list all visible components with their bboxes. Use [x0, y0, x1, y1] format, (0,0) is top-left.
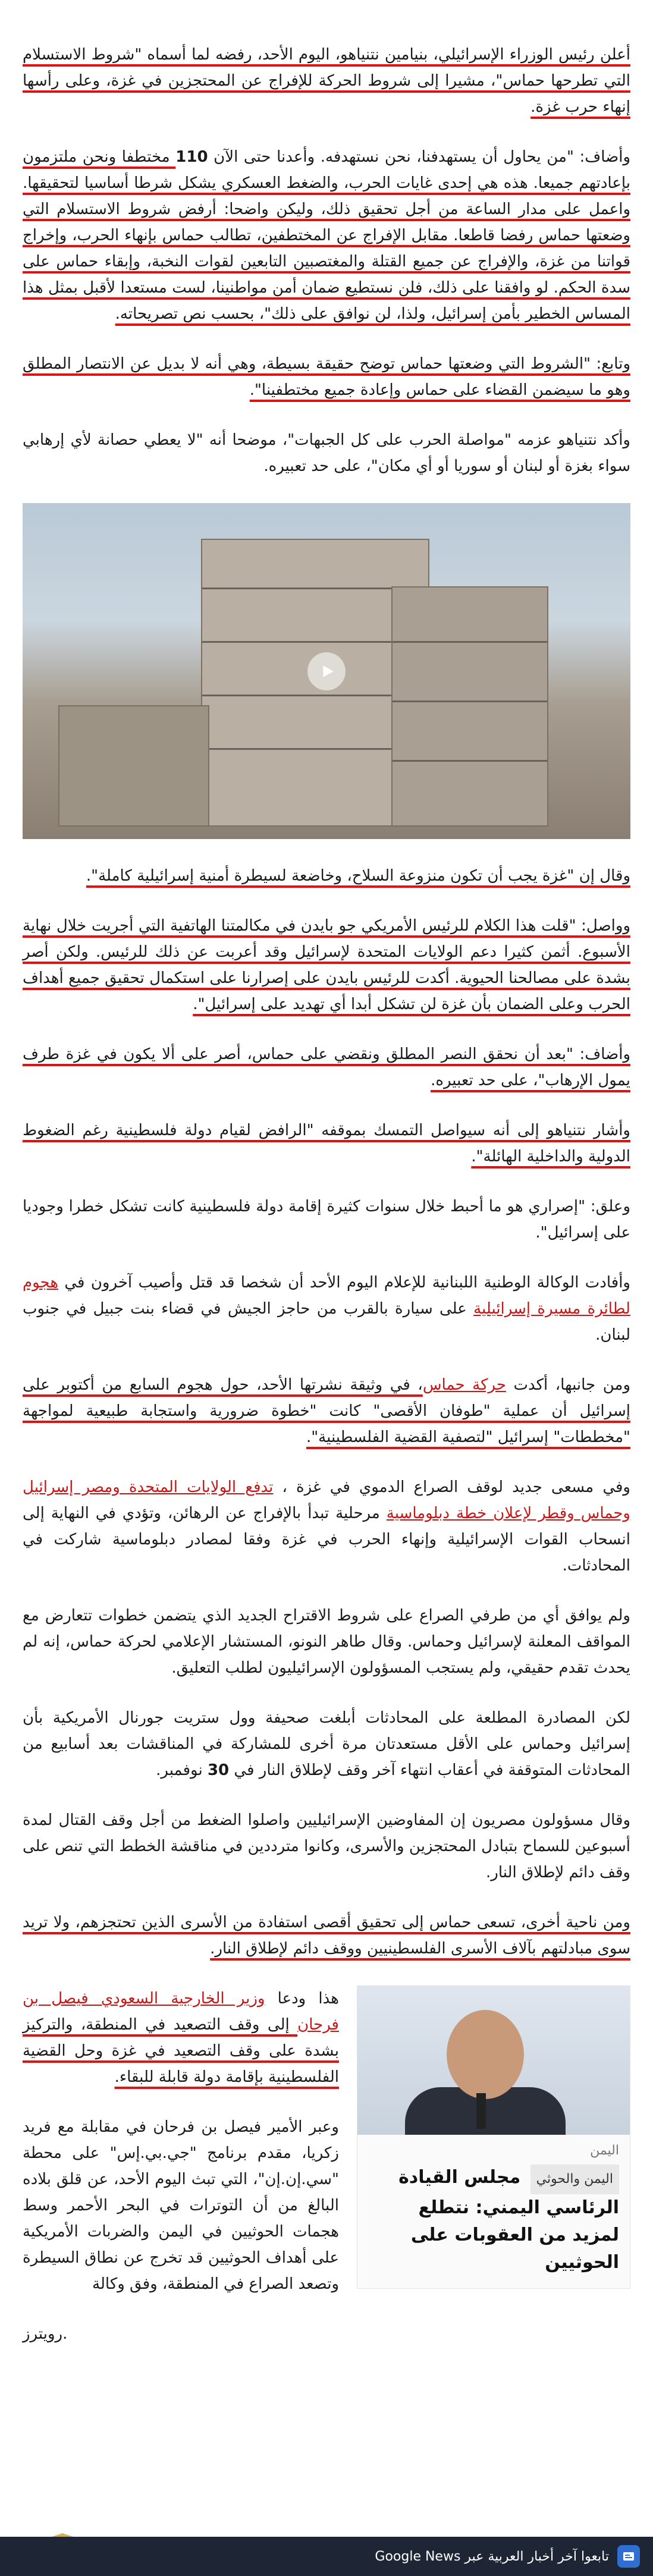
- paragraph-4-text: وأكد نتنياهو عزمه "مواصلة الحرب على كل الجبهات"، موضحا أنه "لا يعطي حصانة لأي إرهابي سواء بغزة أو لبنان أو سوريا أو أي مكان"، على حد تعبيره.: [23, 431, 630, 475]
- related-article-section: اليمن: [590, 2143, 619, 2158]
- saudi-fm-link[interactable]: وزير الخارجية السعودي فيصل بن فرحان: [23, 1990, 339, 2034]
- paragraph-14-text-b: نوفمبر.: [156, 1761, 208, 1779]
- paragraph-1: [23, 42, 630, 120]
- play-icon: [320, 664, 335, 679]
- video-player[interactable]: [23, 503, 630, 839]
- paragraph-8: [23, 1117, 630, 1170]
- paragraph-9: [23, 1193, 630, 1246]
- paragraph-11: [23, 1372, 630, 1450]
- paragraph-18-text: وعبر الأمير فيصل بن فرحان في مقابلة مع فريد زكريا، مقدم برنامج "جي.بي.إس" على محطة "سي.إن.إن"، التي تبث اليوم الأحد، عن قلق بلاده البالغ من أن التوترات في البحر الأحمر وسط هجمات الحوثيين في اليمن والضربات الأمريكية على أهداف الحوثيين قد تخرج عن نطاق السيطرة وتصعد الصراع في المنطقة، وفق وكالة: [23, 2118, 339, 2293]
- paragraph-3-text: وتابع: "الشروط التي وضعتها حماس توضح حقيقة بسيطة، وهي أنه لا بديل عن الانتصار المطلق وهو ما سيضمن القضاء على حماس وإعادة جميع مختطفينا".: [23, 355, 630, 399]
- paragraph-5-text: وقال إن "غزة يجب أن تكون منزوعة السلاح، وخاضعة لسيطرة أمنية إسرائيلية كاملة".: [86, 867, 630, 885]
- paragraph-2: [23, 144, 630, 327]
- google-news-follow-text[interactable]: تابعوا آخر أخبار العربية عبر Google News: [375, 2549, 609, 2564]
- paragraph-14-number: 30: [207, 1761, 230, 1779]
- paragraph-17-text-a: هذا ودعا: [265, 1990, 339, 2008]
- paragraph-12-text-a: وفي مسعى جديد لوقف الصراع الدموي في غزة ،: [273, 1478, 630, 1496]
- paragraph-15-text: وقال مسؤولون مصريون إن المفاوضين الإسرائيليين واصلوا الضغط من أجل وقف القتال لمدة أسبوعين للسماح بتبادل المحتجزين والأسرى، وكانوا مترددين في مناقشة الخطط التي تنص على وقف دائم لإطلاق النار.: [23, 1811, 630, 1881]
- paragraph-10: [23, 1270, 630, 1348]
- paragraph-16-text: ومن ناحية أخرى، تسعى حماس إلى تحقيق أقصى استفادة من الأسرى الذين تحتجزهم، ولا تريد سوى مبادلتهم بآلاف الأسرى الفلسطينيين ووقف دائم لإطلاق النار.: [23, 1914, 630, 1958]
- paragraph-9-text: وعلق: "إصراري هو ما أحبط خلال سنوات كثيرة إقامة دولة فلسطينية كانت تشكل خطرا وجوديا على إسرائيل".: [23, 1198, 630, 1242]
- hamas-link[interactable]: حركة حماس: [422, 1376, 506, 1394]
- paragraph-1-text: أعلن رئيس الوزراء الإسرائيلي، بنيامين نتنياهو، اليوم الأحد، رفضه لما أسماه "شروط الاستسلام التي تطرحها حماس"، مشيرا إلى شروط الحركة للإفراج عن المحتجزين في غزة، وعلى رأسها إنهاء حرب غزة.: [23, 46, 630, 116]
- related-article-image: [357, 1986, 630, 2135]
- paragraph-13-text: ولم يوافق أي من طرفي الصراع على شروط الاقتراح الجديد الذي يتضمن خطوات تتعارض مع المواقف المعلنة لإسرائيل وحماس. وقال طاهر النونو، المستشار الإعلامي لحركة حماس، إنه لم يحدث تقدم حقيقي، ولم يستجب المسؤولون الإسرائيليون لطلب التعليق.: [23, 1607, 630, 1677]
- paragraph-12-text-b: مرحلية تبدأ بالإفراج عن الرهائن، وتؤدي في النهاية إلى انسحاب القوات الإسرائيلية وإنهاء الحرب في غزة وفقا لمصادر دبلوماسية شاركت في المحادثات.: [23, 1504, 630, 1575]
- google-news-icon: [617, 2545, 640, 2568]
- related-article-card[interactable]: [357, 1986, 630, 2289]
- paragraph-17-text-b: إلى وقف التصعيد في المنطقة، والتركيز بشدة على وقف التصعيد في غزة وحل القضية الفلسطينية بإقامة دولة قابلة للبقاء.: [23, 2016, 339, 2086]
- diplomatic-plan-link[interactable]: تدفع الولايات المتحدة ومصر إسرائيل وحماس وقطر لإعلان خطة دبلوماسية: [23, 1478, 630, 1522]
- paragraph-2-number: 110: [175, 148, 208, 166]
- drone-attack-link[interactable]: هجوم لطائرة مسيرة إسرائيلية: [23, 1274, 630, 1318]
- paragraph-12: [23, 1474, 630, 1579]
- play-button[interactable]: [307, 652, 346, 690]
- paragraph-14: [23, 1705, 630, 1783]
- paragraph-13: [23, 1603, 630, 1681]
- paragraph-14-text-a: لكن المصادرة المطلعة على المحادثات أبلغت صحيفة وول ستريت جورنال الأمريكية بأن إسرائيل وحماس على الأقل مستعدتان مرة أخرى للمشاركة في المناقشات بعد أسابيع من المحادثات المتوقفة في أعقاب انتهاء آخر وقف لإطلاق النار في: [23, 1709, 630, 1779]
- paragraph-5: [23, 863, 630, 889]
- source-credit: رويترز.: [23, 2325, 68, 2343]
- paragraph-16: [23, 1909, 630, 1962]
- rubble-shape: [58, 705, 209, 827]
- paragraph-11-text-a: ومن جانبها، أكدت: [506, 1376, 630, 1394]
- paragraph-6-text: وواصل: "قلت هذا الكلام للرئيس الأمريكي جو بايدن في مكالمتنا الهاتفية التي أجريت خلال نهاية الأسبوع. أثمن كثيرا دعم الولايات المتحدة لإسرائيل وقد أعربت عن ذلك للرئيس. ولكن أصر بشدة على مصالحنا الحيوية. أكدت للرئيس بايدن على إصرارنا على استكمال تحقيق جميع أهداف الحرب وعلى الضمان بأن غزة لن تشكل أبدا أي تهديد على إسرائيل".: [23, 917, 630, 1013]
- paragraph-8-text: وأشار نتنياهو إلى أنه سيواصل التمسك بموقفه "الرافض لقيام دولة فلسطينية رغم الضغوط الدولية والداخلية الهائلة".: [23, 1121, 630, 1166]
- related-article-title[interactable]: [357, 2162, 630, 2288]
- paragraph-10-text-a: وأفادت الوكالة الوطنية اللبنانية للإعلام اليوم الأحد أن شخصا قد قتل وأصيب آخرون في: [58, 1274, 630, 1292]
- paragraph-11-text-b: ، في وثيقة نشرتها الأحد، حول هجوم السابع من أكتوبر على إسرائيل أن عملية "طوفان الأقصى" كانت "خطوة ضرورية واستجابة طبيعية لمواجهة "مخططات" إسرائيل "لتصفية القضية الفلسطينية".: [23, 1376, 630, 1446]
- paragraph-2-text-a: وأضاف: "من يحاول أن يستهدفنا، نحن نستهدفه. وأعدنا حتى الآن: [208, 148, 631, 166]
- paragraph-4: [23, 427, 630, 479]
- related-article-tag[interactable]: اليمن والحوثي: [530, 2165, 619, 2194]
- paragraph-15: [23, 1807, 630, 1886]
- google-news-follow-bar[interactable]: [0, 2537, 653, 2576]
- paragraph-6: [23, 913, 630, 1017]
- paragraph-7: [23, 1041, 630, 1094]
- building-shape: [391, 586, 548, 827]
- paragraph-3: [23, 351, 630, 403]
- related-article-title-text[interactable]: مجلس القيادة الرئاسي اليمني: نتطلع لمزيد من العقوبات على الحوثيين: [398, 2167, 619, 2273]
- paragraph-10-text-b: على سيارة بالقرب من حاجز الجيش في قضاء بنت جبيل في جنوب لبنان.: [23, 1300, 630, 1344]
- paragraph-7-text: وأضاف: "بعد أن نحقق النصر المطلق ونقضي على حماس، أصر على ألا يكون في غزة طرف يمول الإرهاب"، على حد تعبيره.: [23, 1045, 630, 1089]
- paragraph-2-text-b: مختطفا ونحن ملتزمون بإعادتهم جميعا. هذه هي إحدى غايات الحرب، والضغط العسكري يشكل شرطا أساسيا لتحقيقها. واعمل على مدار الساعة من أجل تحقيق ذلك، وليكن واضحا: أرفض شروط الاستسلام التي وضعتها حماس رفضا قاطعا. مقابل الإفراج عن المختطفين، تطالب حماس بإنهاء الحرب، وإخراج قواتنا من غزة، والإفراج عن جميع القتلة والمغتصبين التابعين لقوات النخبة، وإبقاء حماس على سدة الحكم. لو وافقنا على ذلك، فلن نستطيع ضمان أمن مواطنينا، لست مستعدا لأقبل بمثل هذا المساس الخطير بأمن إسرائيل، ولذا، لن نوافق على ذلك"، بحسب نص تصريحاته.: [23, 148, 630, 323]
